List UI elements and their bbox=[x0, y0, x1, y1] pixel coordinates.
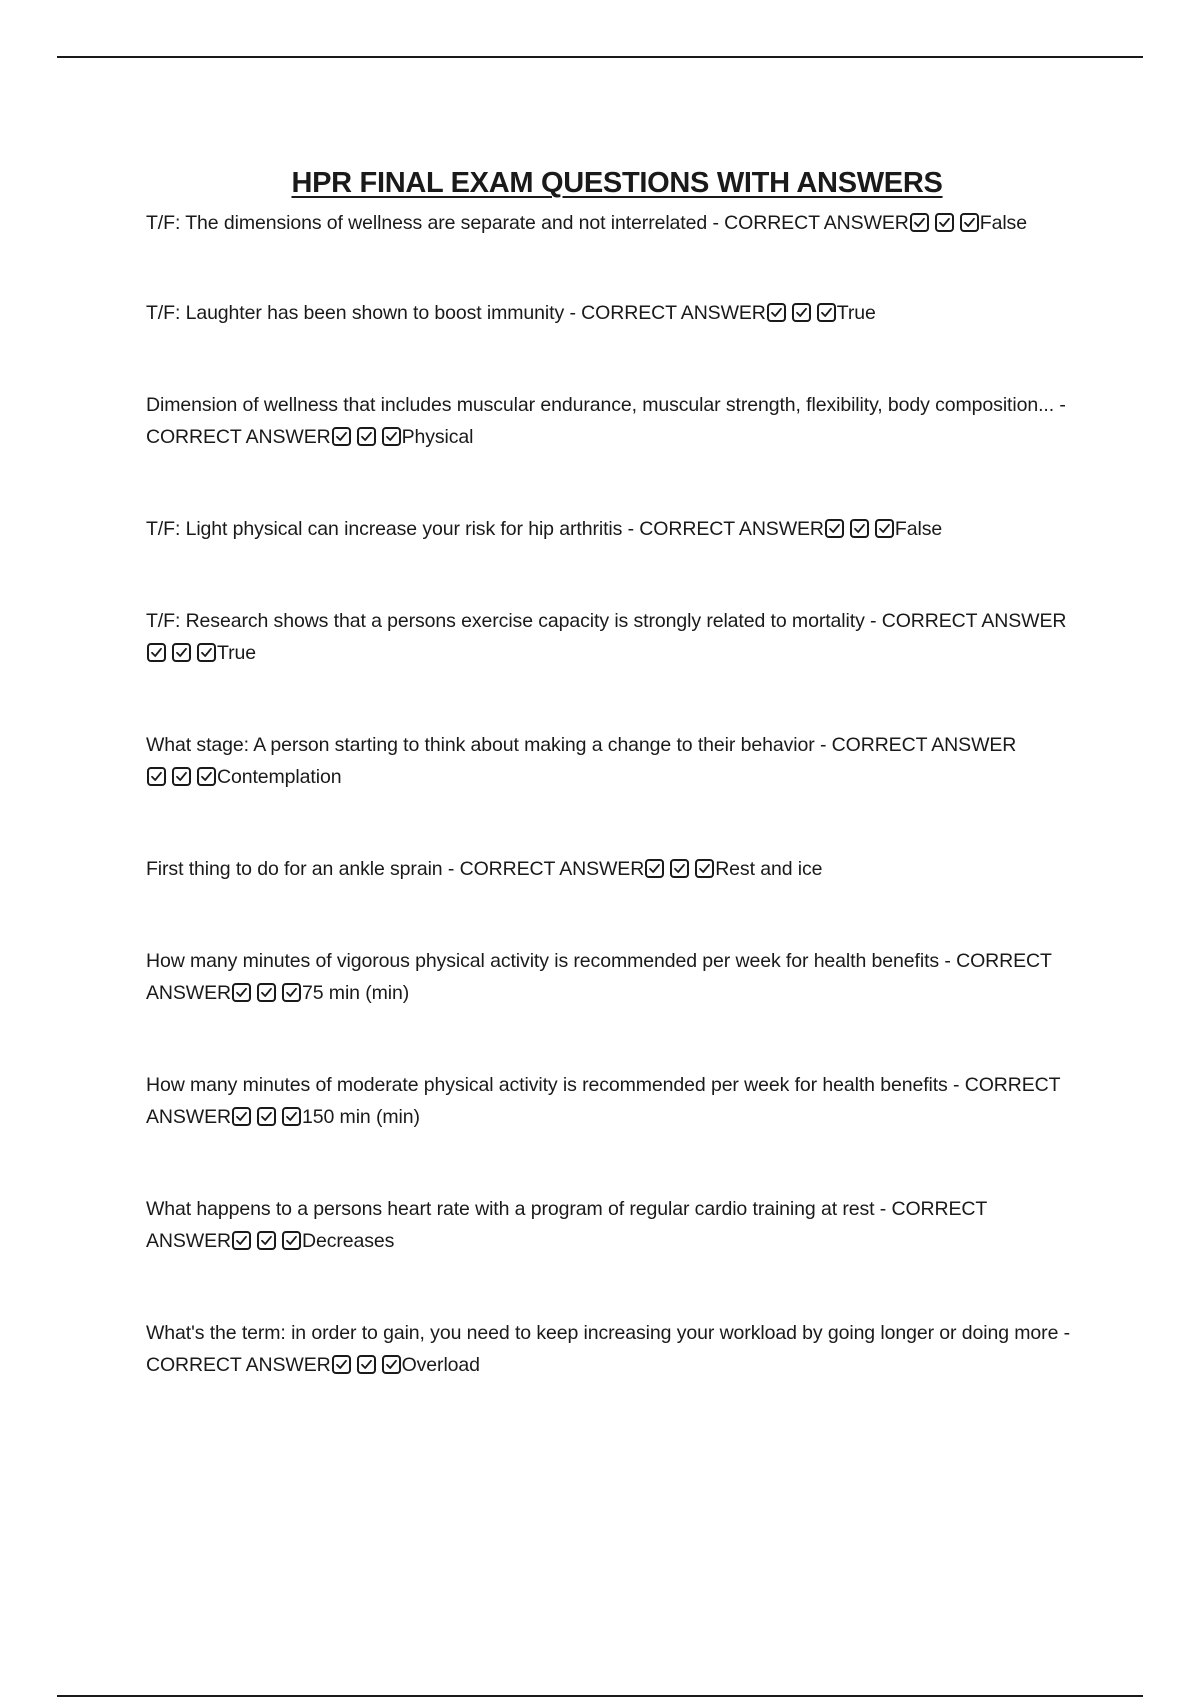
check-box-icon bbox=[382, 1355, 401, 1374]
answer-marker: - CORRECT ANSWER bbox=[870, 610, 1067, 632]
answer-text: Overload bbox=[401, 1354, 480, 1376]
qa-item-6 bbox=[146, 729, 1076, 793]
check-box-icon bbox=[332, 1355, 351, 1374]
answer-text: Contemplation bbox=[217, 766, 342, 788]
check-box-icon bbox=[670, 859, 689, 878]
check-box-icon bbox=[960, 213, 979, 232]
check-box-icon bbox=[910, 213, 929, 232]
answer-text: Decreases bbox=[302, 1230, 395, 1252]
answer-marker: - CORRECT ANSWER bbox=[447, 858, 645, 880]
check-box-icon bbox=[197, 767, 216, 786]
question-text: What's the term: in order to gain, you need to keep increasing your workload by going longer or doing more bbox=[146, 1322, 1059, 1344]
question-text: T/F: The dimensions of wellness are separate and not interrelated bbox=[146, 212, 708, 234]
check-box-icon bbox=[172, 643, 191, 662]
check-box-icon bbox=[232, 1107, 251, 1126]
check-group bbox=[909, 212, 985, 234]
qa-item-11 bbox=[146, 1317, 1076, 1381]
qa-item-8 bbox=[146, 945, 1076, 1009]
check-box-icon bbox=[282, 1107, 301, 1126]
check-group bbox=[231, 1230, 307, 1252]
check-box-icon bbox=[695, 859, 714, 878]
bottom-rule bbox=[57, 1695, 1143, 1697]
check-box-icon bbox=[232, 1231, 251, 1250]
qa-item-5 bbox=[146, 605, 1076, 669]
question-text: T/F: Laughter has been shown to boost immunity bbox=[146, 302, 565, 324]
check-box-icon bbox=[147, 767, 166, 786]
answer-marker: - CORRECT ANSWER bbox=[146, 1074, 1061, 1128]
top-rule bbox=[57, 56, 1143, 58]
answer-marker: - CORRECT ANSWER bbox=[627, 518, 824, 540]
check-box-icon bbox=[767, 303, 786, 322]
check-box-icon bbox=[332, 427, 351, 446]
qa-item-3 bbox=[146, 389, 1076, 453]
question-text: What stage: A person starting to think about making a change to their behavior bbox=[146, 734, 815, 756]
check-box-icon bbox=[357, 1355, 376, 1374]
answer-marker: - CORRECT ANSWER bbox=[712, 212, 909, 234]
check-group bbox=[824, 518, 900, 540]
answer-text: 150 min (min) bbox=[302, 1106, 420, 1128]
check-group bbox=[231, 1106, 307, 1128]
answer-text: False bbox=[894, 518, 943, 540]
check-box-icon bbox=[257, 1231, 276, 1250]
check-box-icon bbox=[232, 983, 251, 1002]
answer-marker: - CORRECT ANSWER bbox=[146, 950, 1052, 1004]
answer-marker: - CORRECT ANSWER bbox=[146, 1198, 987, 1252]
check-box-icon bbox=[257, 1107, 276, 1126]
qa-item-9 bbox=[146, 1069, 1076, 1133]
question-text: How many minutes of vigorous physical activity is recommended per week for health benefits bbox=[146, 950, 940, 972]
answer-text: True bbox=[836, 302, 876, 324]
answer-text: Rest and ice bbox=[715, 858, 823, 880]
question-text: T/F: Light physical can increase your risk for hip arthritis bbox=[146, 518, 623, 540]
answer-text: True bbox=[217, 642, 256, 664]
check-group bbox=[644, 858, 720, 880]
check-box-icon bbox=[357, 427, 376, 446]
check-box-icon bbox=[792, 303, 811, 322]
answer-text: False bbox=[979, 212, 1027, 234]
check-box-icon bbox=[282, 983, 301, 1002]
answer-marker: - CORRECT ANSWER bbox=[146, 394, 1066, 448]
check-box-icon bbox=[172, 767, 191, 786]
question-text: Dimension of wellness that includes muscular endurance, muscular strength, flexibility, body composition... bbox=[146, 394, 1055, 416]
check-box-icon bbox=[147, 643, 166, 662]
question-text: T/F: Research shows that a persons exercise capacity is strongly related to mortality bbox=[146, 610, 865, 632]
question-text: How many minutes of moderate physical activity is recommended per week for health benefits bbox=[146, 1074, 948, 1096]
page-title: HPR FINAL EXAM QUESTIONS WITH ANSWERS bbox=[291, 167, 943, 200]
qa-item-7 bbox=[146, 853, 1076, 885]
qa-item-2 bbox=[146, 297, 1076, 329]
check-box-icon bbox=[257, 983, 276, 1002]
answer-text: 75 min (min) bbox=[302, 982, 410, 1004]
check-group bbox=[766, 302, 842, 324]
qa-list bbox=[146, 207, 1076, 1441]
qa-item-4 bbox=[146, 513, 1076, 545]
answer-marker: - CORRECT ANSWER bbox=[569, 302, 766, 324]
check-box-icon bbox=[282, 1231, 301, 1250]
answer-marker: - CORRECT ANSWER bbox=[819, 734, 1017, 756]
check-box-icon bbox=[850, 519, 869, 538]
check-box-icon bbox=[825, 519, 844, 538]
question-text: First thing to do for an ankle sprain bbox=[146, 858, 443, 880]
check-box-icon bbox=[875, 519, 894, 538]
check-box-icon bbox=[935, 213, 954, 232]
check-group bbox=[146, 642, 222, 664]
check-box-icon bbox=[645, 859, 664, 878]
check-group bbox=[231, 982, 307, 1004]
check-box-icon bbox=[817, 303, 836, 322]
check-group bbox=[331, 426, 407, 448]
answer-text: Physical bbox=[401, 426, 474, 448]
question-text: What happens to a persons heart rate with a program of regular cardio training at rest bbox=[146, 1198, 875, 1220]
answer-marker: - CORRECT ANSWER bbox=[146, 1322, 1071, 1376]
qa-item-1 bbox=[146, 207, 1076, 239]
check-box-icon bbox=[382, 427, 401, 446]
check-box-icon bbox=[197, 643, 216, 662]
qa-item-10 bbox=[146, 1193, 1076, 1257]
check-group bbox=[331, 1354, 407, 1376]
check-group bbox=[146, 766, 222, 788]
